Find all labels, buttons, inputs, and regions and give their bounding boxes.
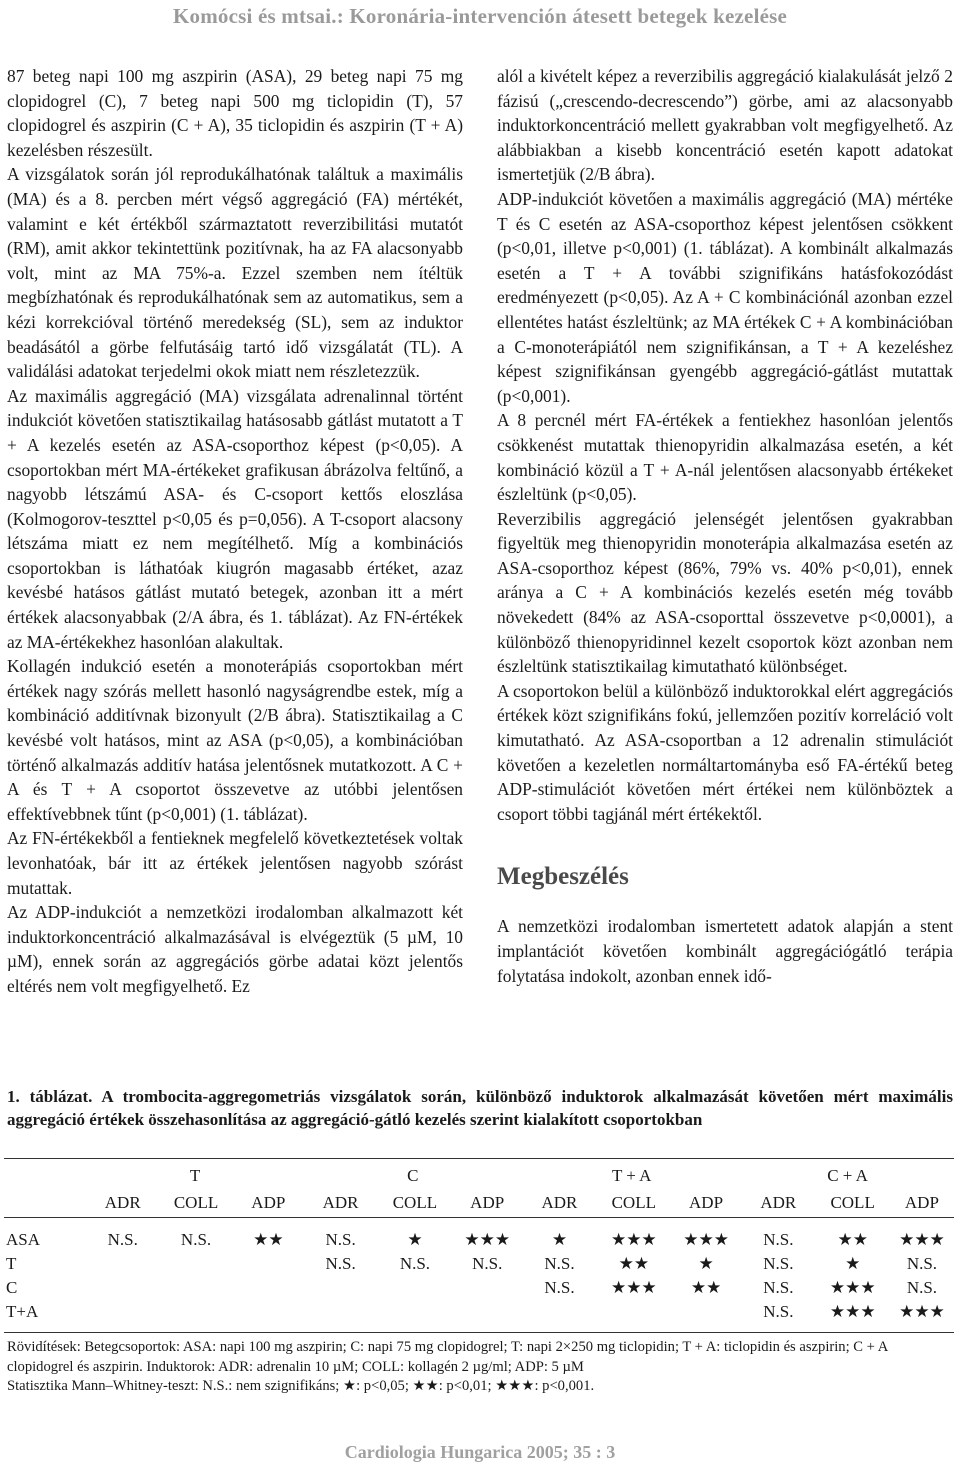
table-notes: [7, 1338, 953, 1397]
table-row: [4, 1218, 954, 1252]
table-cell: N.S.: [906, 1254, 938, 1273]
table-cell: [159, 1276, 233, 1300]
table-cell: N.S.: [325, 1254, 356, 1273]
table-cell: ★★: [253, 1230, 284, 1249]
table-cell: N.S.: [763, 1278, 794, 1297]
paragraph: A csoportokon belül a különböző induktorokkal elért aggregációs értékek közt szignifikáns fokú, jellemzően pozitív korreláció volt kimutatható. Az ASA-csoportban a 12 adrenalin stimulációt követően a kezeletlen normáltartományba eső FA-értékű beteg ADP-stimulációt követően mért értékei nem különböztek a csoport többi tagjánál mért értékektől.: [497, 680, 953, 824]
group-header: C + A: [827, 1166, 868, 1185]
table-cell: N.S.: [763, 1302, 794, 1321]
table-cell: ★: [845, 1254, 861, 1273]
table-cell: N.S.: [399, 1254, 431, 1273]
abbreviations-note: Rövidítések: Betegcsoportok: ASA: napi 100 mg aszpirin; C: napi 75 mg clopidogrel; T: napi 2×250 mg ticlopidin; T + A: ticlopidin és aszpirin; C + A clopidogrel és aszpirin. Induktorok: ADR: adrenalin 10 µM; COLL: kollagén 2 µg/ml; ADP: 5 µM: [7, 1339, 888, 1375]
left-column: [7, 64, 463, 999]
table-cell: [597, 1300, 671, 1332]
table-cell: [159, 1252, 233, 1276]
paragraph: A 8 percnél mért FA-értékek a fentiekhez hasonlóan jelentős csökkenést mutattak thienopyridin alkalmazása esetén, a két kombináció közül a T + A-nál jelentősen alacsonyabb értékeket észleltünk (p<0,05).: [497, 410, 953, 505]
table-cell: N.S.: [763, 1230, 794, 1249]
row-label: C: [6, 1278, 18, 1297]
table-cell: ★★★: [610, 1230, 657, 1249]
paragraph: ADP-indukciót követően a maximális aggregáció (MA) mértéke T és C esetén az ASA-csoporthoz képest jelentősen csökkent (p<0,01, illetve p<0,001) (1. táblázat). A kombinált alkalmazás esetén a T + A további szignifikáns hatásfokozódást eredményezett (p<0,05). Az A + C kombinációnál azonban ezzel ellentétes hatást észleltünk; az MA értékek C + A kombinációban a C-monoterápiától nem szignifikánsan, a T + A kezeléshez képest szignifikánsan gyengébb aggregáció-gátlást mutattak (p<0,001).: [497, 188, 953, 406]
table-cell: [378, 1276, 452, 1300]
table-cell: N.S.: [544, 1278, 575, 1297]
section-heading: Megbeszélés: [497, 863, 629, 891]
column-header: ADP: [251, 1193, 286, 1212]
column-header: ADR: [760, 1193, 797, 1212]
paragraph: A nemzetközi irodalomban ismertetett adatok alapján a stent implantációt követően kombinált aggregációgátló terápia folytatása indokolt, azonban ennek idő-: [497, 916, 953, 986]
column-header: ADP: [470, 1193, 505, 1212]
paragraph: alól a kivételt képez a reverzibilis aggregáció kialakulását jelző 2 fázisú („crescendo-decrescendo”) görbe, ami az alacsonyabb induktorkoncentráció mellett gyakrabban volt megfigyelhető. Az alábbiakban a kisebb koncentráció esetén kapott adatokat ismertetjük (2/B ábra).: [497, 66, 953, 185]
paragraph: Az ADP-indukciót a nemzetközi irodalomban alkalmazott két induktorkoncentráció alkalmazásával is elvégeztük (5 µM, 10 µM), ennek során az aggregációs görbe adatai közt jelentős eltérés nem volt megfigyelhető. Ez: [7, 902, 463, 996]
table-cell: ★★: [690, 1278, 722, 1297]
corner-cell: [4, 1189, 87, 1217]
statistics-note: Statisztika Mann–Whitney-teszt: N.S.: nem szignifikáns; ★: p<0,05; ★★: p<0,01; ★★★: p<0,001.: [7, 1378, 595, 1394]
table-cell: ★: [551, 1230, 568, 1249]
paragraph: Az FN-értékekből a fentieknek megfelelő következtetések voltak levonhatóak, bár itt az értékek jelentősen nagyobb szórást mutattak.: [7, 828, 463, 898]
running-head: Komócsi és mtsai.: Koronária-intervención átesett betegek kezelése: [172, 4, 788, 28]
column-header: ADR: [541, 1193, 578, 1212]
table-cell: N.S.: [472, 1254, 503, 1273]
table-cell: [159, 1300, 233, 1332]
group-header: C: [407, 1166, 419, 1185]
table-cell: ★★: [837, 1230, 868, 1249]
table-cell: N.S.: [325, 1230, 356, 1249]
paragraph: Kollagén indukció esetén a monoterápiás csoportokban mért értékek nagy szórás mellett hasonló nagyságrendbe estek, míg a kombináció additívnak bizonyult (2/B ábra). Statisztikailag a C kevésbé volt hatásos, mint az ASA (p<0,05), a kombinációban történő alkalmazás additív hatása jelentősnek mutatkozott. A C + A és T + A csoportot összevetve az utóbbi jelentősen effektívebbnek tűnt (p<0,001) (1. táblázat).: [7, 656, 463, 824]
table-cell: ★★★: [610, 1278, 657, 1297]
paragraph: Reverzibilis aggregáció jelenségét jelentősen gyakrabban figyeltük meg thienopyridin monoterápia alkalmazása esetén az ASA-csoporthoz képest (86%, 79% vs. 40% p<0,01), ennek aránya a C + A kombinációs kezelés esetén még tovább növekedett (84% az ASA-csoporttal összevetve p<0,0001), a különböző thienopyridinnel kezelt csoportok közt azonban nem észleltünk statisztikailag kimutatható különbséget.: [497, 508, 953, 677]
table-cell: N.S.: [107, 1230, 138, 1249]
table-cell: [522, 1300, 596, 1332]
table-cell: [303, 1276, 377, 1300]
table-cell: [303, 1300, 377, 1332]
table-caption: 1. táblázat. A trombocita-aggregometriás vizsgálatok során, különböző induktorok alkalmazását követően mért maximális aggregáció értékek összehasonlítása az aggregáció-gátló kezelés szerint kialakított csoportokban: [7, 1087, 953, 1129]
table-row: [4, 1276, 954, 1300]
table-row: [4, 1300, 954, 1332]
row-label: ASA: [6, 1230, 41, 1249]
table-cell: ★★★: [829, 1302, 876, 1321]
column-header: ADR: [104, 1193, 141, 1212]
group-header: T: [189, 1166, 201, 1185]
table-cell: [452, 1300, 522, 1332]
column-header: COLL: [611, 1193, 656, 1212]
table-cell: ★★: [618, 1254, 650, 1273]
table-cell: ★★★: [829, 1278, 876, 1297]
table-cell: N.S.: [906, 1278, 938, 1297]
column-header: ADP: [689, 1193, 724, 1212]
results-table: [4, 1158, 954, 1333]
table-cell: N.S.: [544, 1254, 575, 1273]
row-label: T: [6, 1254, 17, 1273]
table-cell: N.S.: [763, 1254, 794, 1273]
table-cell: [233, 1252, 303, 1276]
table-cell: [452, 1276, 522, 1300]
paragraph: 87 beteg napi 100 mg aszpirin (ASA), 29 beteg napi 75 mg clopidogrel (C), 7 beteg napi 500 mg ticlopidin (T), 57 clopidogrel és aszpirin (C + A), 35 ticlopidin és aszpirin (T + A) kezelésben részesült.: [7, 66, 463, 160]
table-cell: ★: [407, 1230, 423, 1249]
paragraph: Az maximális aggregáció (MA) vizsgálata adrenalinnal történt indukciót követően statisztikailag hatásosabb gátlást mutatott a T + A kezelés esetén az ASA-csoporthoz képest (p<0,05). A csoportokban mért MA-értékeket grafikusan ábrázolva feltűnő, a nagyobb létszámú ASA- és C-csoport kettős eloszlása (Kolmogorov-teszttel p<0,05 és p=0,056). A T-csoport alacsony létszáma miatt ez nem megítélhető. Míg a kombinációs csoportokban is láthatóak kiugrón magasabb értéket, azaz kevésbé hatásos gátlást mutató betegek, azonban itt a mért értékek alacsonyabbak (2/A ábra, és 1. táblázat). Az FN-értékek az MA-értékekhez hasonlóan alakultak.: [7, 385, 463, 652]
table-subheader-row: [4, 1189, 954, 1217]
journal-footer: Cardiologia Hungarica 2005; 35 : 3: [344, 1442, 616, 1462]
column-header: ADR: [322, 1193, 359, 1212]
table-cell: ★★★: [464, 1230, 511, 1249]
table-row: [4, 1252, 954, 1276]
table-cell: [87, 1276, 159, 1300]
table-group-header-row: [4, 1159, 954, 1189]
table-bottom-rule: [4, 1332, 954, 1333]
table-cell: ★★★: [899, 1230, 945, 1249]
table-cell: [233, 1276, 303, 1300]
table-cell: [671, 1300, 741, 1332]
corner-cell: [4, 1159, 87, 1189]
column-header: COLL: [392, 1193, 438, 1212]
right-column: [497, 64, 953, 988]
table-cell: [87, 1300, 159, 1332]
column-header: COLL: [173, 1193, 219, 1212]
group-header: T + A: [611, 1166, 652, 1185]
row-label: T+A: [6, 1302, 39, 1321]
paragraph: A vizsgálatok során jól reprodukálhatónak találtuk a maximális (MA) és a 8. percben mért végső aggregáció (FA) mértékét, valamint e két értékből származtatott reverzibilitási mutatót (RM), amit akkor tekintettünk pozitívnak, ha az FA alacsonyabb volt, mint az MA 75%-a. Ezzel szemben nem ítéltük megbízhatónak és reprodukálhatónak sem az automatikus, sem a kézi korrekcióval történő meredekség (SL), sem az induktor beadásától a görbe felfutásáig tartó idő vizsgálatát (TL). A validálási adatokat terjedelmi okok miatt nem részletezzük.: [7, 164, 463, 382]
table-cell: [378, 1300, 452, 1332]
table-cell: ★★★: [899, 1302, 945, 1321]
table-cell: ★: [698, 1254, 714, 1273]
column-header: ADP: [904, 1193, 939, 1212]
table-cell: N.S.: [180, 1230, 212, 1249]
table-cell: [233, 1300, 303, 1332]
table-cell: ★★★: [683, 1230, 729, 1249]
table-cell: [87, 1252, 159, 1276]
column-header: COLL: [830, 1193, 875, 1212]
